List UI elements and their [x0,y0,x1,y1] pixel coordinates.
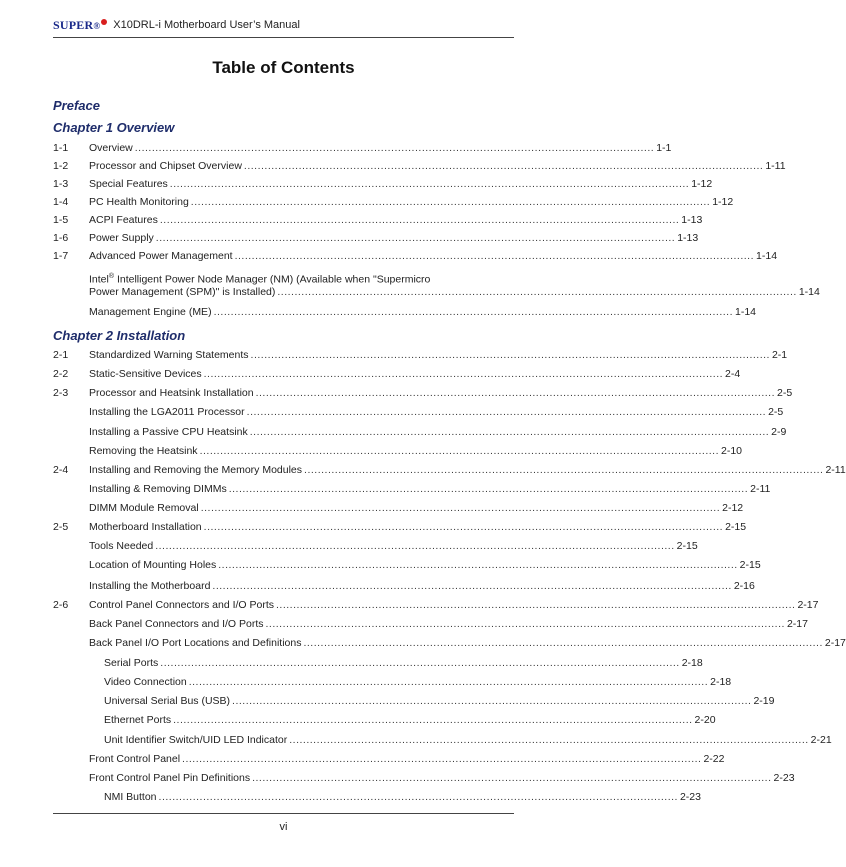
entry-title: Installing and Removing the Memory Modules [89,464,303,476]
toc-entry[interactable] [53,366,741,382]
dot-leader: ........................................................................................................................................................ [212,580,732,592]
page-number: 1-13 [681,214,703,226]
page-number: 1-12 [691,178,713,190]
toc-entry[interactable] [53,789,701,805]
page-number: 2-17 [797,599,819,611]
toc-entry[interactable] [53,597,819,613]
toc-entry[interactable] [53,424,787,440]
page-number: 2-9 [771,426,787,438]
dot-leader: ........................................................................................................................................................ [155,540,675,552]
toc-entry[interactable] [53,538,698,554]
page-number: 1-13 [677,232,699,244]
entry-title: Serial Ports [104,657,159,669]
entry-title: Front Control Panel Pin Definitions [89,772,251,784]
section-number: 1-4 [53,196,69,208]
dot-leader: ........................................................................................................................................................ [200,502,721,514]
dot-leader: ........................................................................................................................................................ [199,445,719,457]
toc-entry[interactable] [53,635,846,651]
toc-entry[interactable] [53,158,786,174]
toc-entry[interactable] [53,578,755,594]
section-number: 2-5 [53,521,69,533]
page-number: 2-5 [768,406,784,418]
page-number: 2-15 [739,559,761,571]
dot-leader: ........................................................................................................................................................ [155,232,676,244]
entry-title-line1: Intel® Intelligent Power Node Manager (NM) (Available when "Supermicro [89,273,431,286]
toc-entry[interactable] [53,248,778,264]
dot-leader: ........................................................................................................................................................ [289,734,809,746]
entry-title: Video Connection [104,676,187,688]
dot-leader: ........................................................................................................................................................ [243,160,764,172]
page-number: 2-16 [733,580,755,592]
page-number: 2-23 [679,791,701,803]
page-number: 1-12 [712,196,734,208]
entry-title: Universal Serial Bus (USB) [104,695,231,707]
toc-entry[interactable] [53,404,784,420]
entry-title: Advanced Power Management [89,250,233,262]
page-number: 2-18 [710,676,732,688]
toc-entry[interactable] [53,732,832,748]
toc-entry[interactable] [53,616,808,632]
section-number: 1-6 [53,232,69,244]
dot-leader: ........................................................................................................................................................ [252,772,772,784]
entry-title: PC Health Monitoring [89,196,189,208]
toc-entry[interactable] [53,519,747,535]
toc-entry[interactable] [53,230,699,246]
toc-entry[interactable] [53,140,672,156]
page-number: 2-15 [676,540,698,552]
section-number: 2-1 [53,349,69,361]
dot-leader: ........................................................................................................................................................ [169,178,690,190]
dot-leader: ........................................................................................................................................................ [182,753,702,765]
entry-title: Processor and Chipset Overview [89,160,242,172]
page-number: 2-23 [773,772,795,784]
section-number: 2-3 [53,387,69,399]
dot-leader: ........................................................................................................................................................ [304,464,824,476]
entry-title: Back Panel Connectors and I/O Ports [89,618,264,630]
toc-entry[interactable] [53,347,788,363]
preface-heading: Preface [53,98,100,113]
section-number: 1-1 [53,142,69,154]
toc-entry[interactable] [53,462,846,478]
dot-leader: ........................................................................................................................................................ [188,676,709,688]
page-number: 2-11 [825,464,846,476]
entry-title: Control Panel Connectors and I/O Ports [89,599,275,611]
toc-entry[interactable] [53,693,775,709]
entry-title: Management Engine (ME) [89,306,212,318]
toc-entry[interactable] [53,557,761,573]
dot-leader: ........................................................................................................................................................ [250,349,770,361]
entry-title: Ethernet Ports [104,714,172,726]
entry-title: Front Control Panel [89,753,181,765]
toc-entry[interactable] [53,481,771,497]
entry-title: Special Features [89,178,168,190]
dot-leader: ........................................................................................................................................................ [203,368,724,380]
page-number: 2-12 [722,502,744,514]
page-number: 2-17 [786,618,808,630]
dot-leader: ........................................................................................................................................................ [160,657,680,669]
page-number: 1-1 [656,142,672,154]
entry-title: Back Panel I/O Port Locations and Definitions [89,637,302,649]
toc-entry[interactable] [53,674,732,690]
section-number: 2-2 [53,368,69,380]
dot-leader: ........................................................................................................................................................ [265,618,785,630]
dot-leader: ........................................................................................................................................................ [134,142,655,154]
page-number: 1-14 [756,250,778,262]
entry-title: Power Management (SPM)" is Installed) [89,286,276,298]
toc-entry[interactable] [53,304,756,320]
dot-leader: ........................................................................................................................................................ [159,214,680,226]
toc-entry[interactable] [53,500,744,516]
page-number: 2-1 [771,349,788,361]
toc-entry[interactable] [53,443,742,459]
chapter-2-heading: Chapter 2 Installation [53,328,186,343]
page-number: 2-5 [777,387,793,399]
page-number: 2-4 [725,368,741,380]
entry-title: Installing & Removing DIMMs [89,483,227,495]
dot-leader: ........................................................................................................................................................ [277,286,797,298]
page-number: 2-22 [703,753,725,765]
toc-entry[interactable] [53,751,725,767]
entry-title: Unit Identifier Switch/UID LED Indicator [104,734,288,746]
toc-entry[interactable] [53,770,795,786]
page-number: 2-20 [694,714,716,726]
toc-entry[interactable] [53,194,734,210]
page-number: 2-15 [725,521,747,533]
entry-title: Static-Sensitive Devices [89,368,202,380]
entry-title: Removing the Heatsink [89,445,198,457]
entry-title: Tools Needed [89,540,154,552]
entry-title: NMI Button [104,791,157,803]
dot-leader: ........................................................................................................................................................ [213,306,733,318]
page-title: Table of Contents [212,58,355,77]
footer-rule [53,813,514,814]
page-number: 1-14 [798,286,820,298]
running-header [53,16,300,34]
section-number: 2-6 [53,599,69,611]
toc-entry[interactable] [53,212,703,228]
entry-title: Installing the Motherboard [89,580,211,592]
entry-title: Location of Mounting Holes [89,559,217,571]
brand-dot-icon [101,19,107,25]
entry-title: Processor and Heatsink Installation [89,387,254,399]
dot-leader: ........................................................................................................................................................ [218,559,738,571]
dot-leader: ........................................................................................................................................................ [203,521,724,533]
dot-leader: ........................................................................................................................................................ [246,406,767,418]
entry-title: Standardized Warning Statements [89,349,249,361]
section-number: 1-7 [53,250,69,262]
section-number: 1-5 [53,214,69,226]
section-number: 1-2 [53,160,69,172]
page-number: 2-21 [810,734,832,746]
header-rule [53,37,514,38]
entry-title: DIMM Module Removal [89,502,199,514]
manual-title: X10DRL-i Motherboard User’s Manual [113,19,300,31]
page-number: 2-10 [720,445,742,457]
section-number: 2-4 [53,464,69,476]
toc-entry[interactable] [53,655,703,671]
entry-title: Overview [89,142,133,154]
page-number: 2-19 [753,695,775,707]
toc-entry[interactable] [53,284,820,300]
dot-leader: ........................................................................................................................................................ [255,387,776,399]
dot-leader: ........................................................................................................................................................ [276,599,796,611]
dot-leader: ........................................................................................................................................................ [234,250,755,262]
entry-title: Installing a Passive CPU Heatsink [89,426,248,438]
page-number: 1-14 [734,306,756,318]
chapter-1-heading: Chapter 1 Overview [53,120,175,135]
page-number: 2-18 [681,657,703,669]
page-number: 1-11 [765,160,786,172]
dot-leader: ........................................................................................................................................................ [249,426,770,438]
page-number: 2-11 [750,483,771,495]
dot-leader: ........................................................................................................................................................ [158,791,678,803]
entry-title: Motherboard Installation [89,521,202,533]
dot-leader: ........................................................................................................................................................ [232,695,752,707]
dot-leader: ........................................................................................................................................................ [190,196,711,208]
toc-entry[interactable] [53,712,716,728]
entry-title: ACPI Features [89,214,158,226]
page-number: 2-17 [824,637,846,649]
entry-title: Power Supply [89,232,154,244]
section-number: 1-3 [53,178,69,190]
dot-leader: ........................................................................................................................................................ [173,714,693,726]
brand-logo: SUPER® [53,17,101,32]
toc-entry[interactable] [53,176,713,192]
dot-leader: ........................................................................................................................................................ [228,483,749,495]
footer-page-number: vi [279,821,288,833]
dot-leader: ........................................................................................................................................................ [303,637,823,649]
entry-title: Installing the LGA2011 Processor [89,406,245,418]
toc-entry[interactable] [53,385,793,401]
